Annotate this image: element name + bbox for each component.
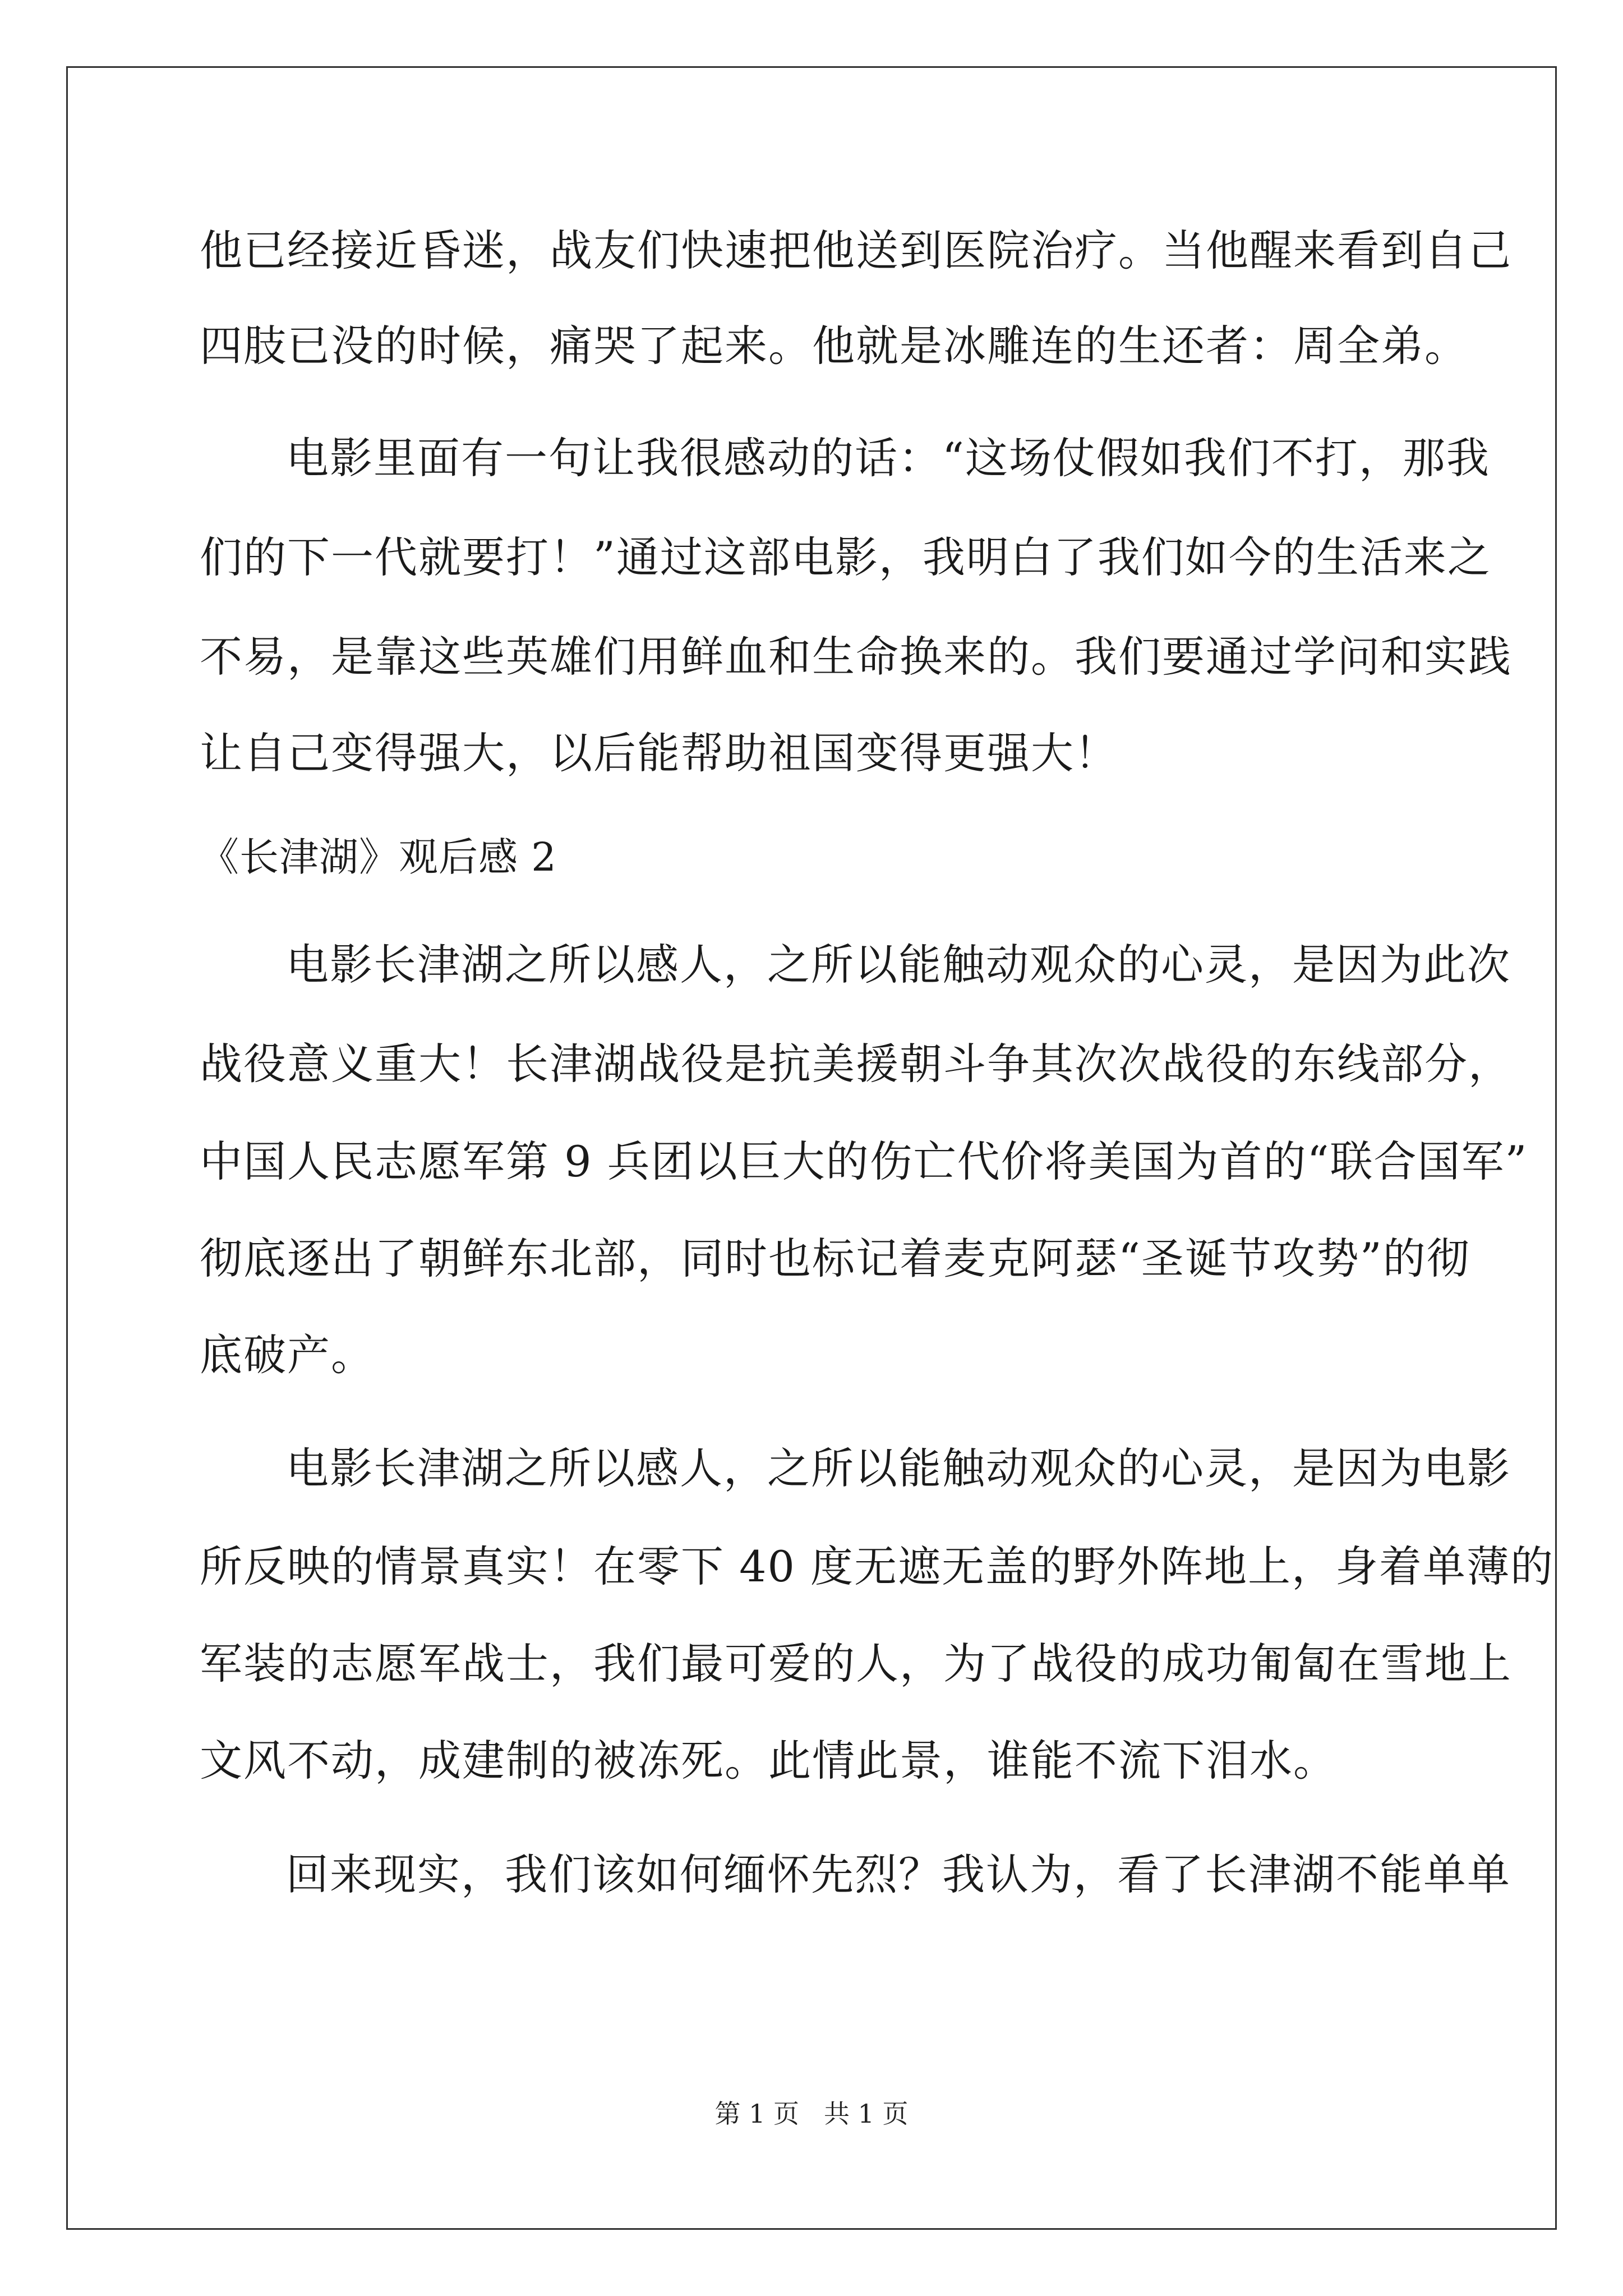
text-line: 电影里面有一句让我很感动的话：“这场仗假如我们不打，那我 <box>286 433 1490 483</box>
text-line: 电影长津湖之所以感人，之所以能触动观众的心灵，是因为此次 <box>286 940 1511 990</box>
text-line: 回来现实，我们该如何缅怀先烈？我认为，看了长津湖不能单单 <box>286 1849 1511 1899</box>
text-line: 不易，是靠这些英雄们用鲜血和生命换来的。我们要通过学问和实践 <box>200 632 1512 682</box>
text-line: 所反映的情景真实！在零下 40 度无遮无盖的野外阵地上，身着单薄的 <box>200 1542 1555 1591</box>
text-line: 军装的志愿军战士，我们最可爱的人，为了战役的成功匍匐在雪地上 <box>200 1639 1512 1688</box>
page-total: 共 1 页 <box>824 2099 909 2129</box>
page-number: 第 1 页 <box>714 2099 799 2129</box>
text-line: 底破产。 <box>200 1330 375 1380</box>
text-line: 电影长津湖之所以感人，之所以能触动观众的心灵，是因为电影 <box>286 1443 1511 1493</box>
text-line: 让自己变得强大，以后能帮助祖国变得更强大！ <box>200 728 1118 778</box>
text-line: 文风不动，成建制的被冻死。此情此景，谁能不流下泪水。 <box>200 1736 1337 1786</box>
text-line: 他已经接近昏迷，战友们快速把他送到医院治疗。当他醒来看到自己 <box>200 226 1512 275</box>
section-heading: 《长津湖》观后感 2 <box>200 834 557 880</box>
text-line: 战役意义重大！长津湖战役是抗美援朝斗争其次次战役的东线部分， <box>200 1039 1512 1089</box>
text-line: 们的下一代就要打！”通过这部电影，我明白了我们如今的生活来之 <box>200 532 1491 582</box>
text-line: 中国人民志愿军第 9 兵团以巨大的伤亡代价将美国为首的“联合国军” <box>200 1137 1528 1186</box>
text-line: 彻底逐出了朝鲜东北部，同时也标记着麦克阿瑟“圣诞节攻势”的彻 <box>200 1234 1470 1283</box>
page-footer <box>0 2097 1623 2131</box>
text-line: 四肢已没的时候，痛哭了起来。他就是冰雕连的生还者：周全弟。 <box>200 321 1468 371</box>
